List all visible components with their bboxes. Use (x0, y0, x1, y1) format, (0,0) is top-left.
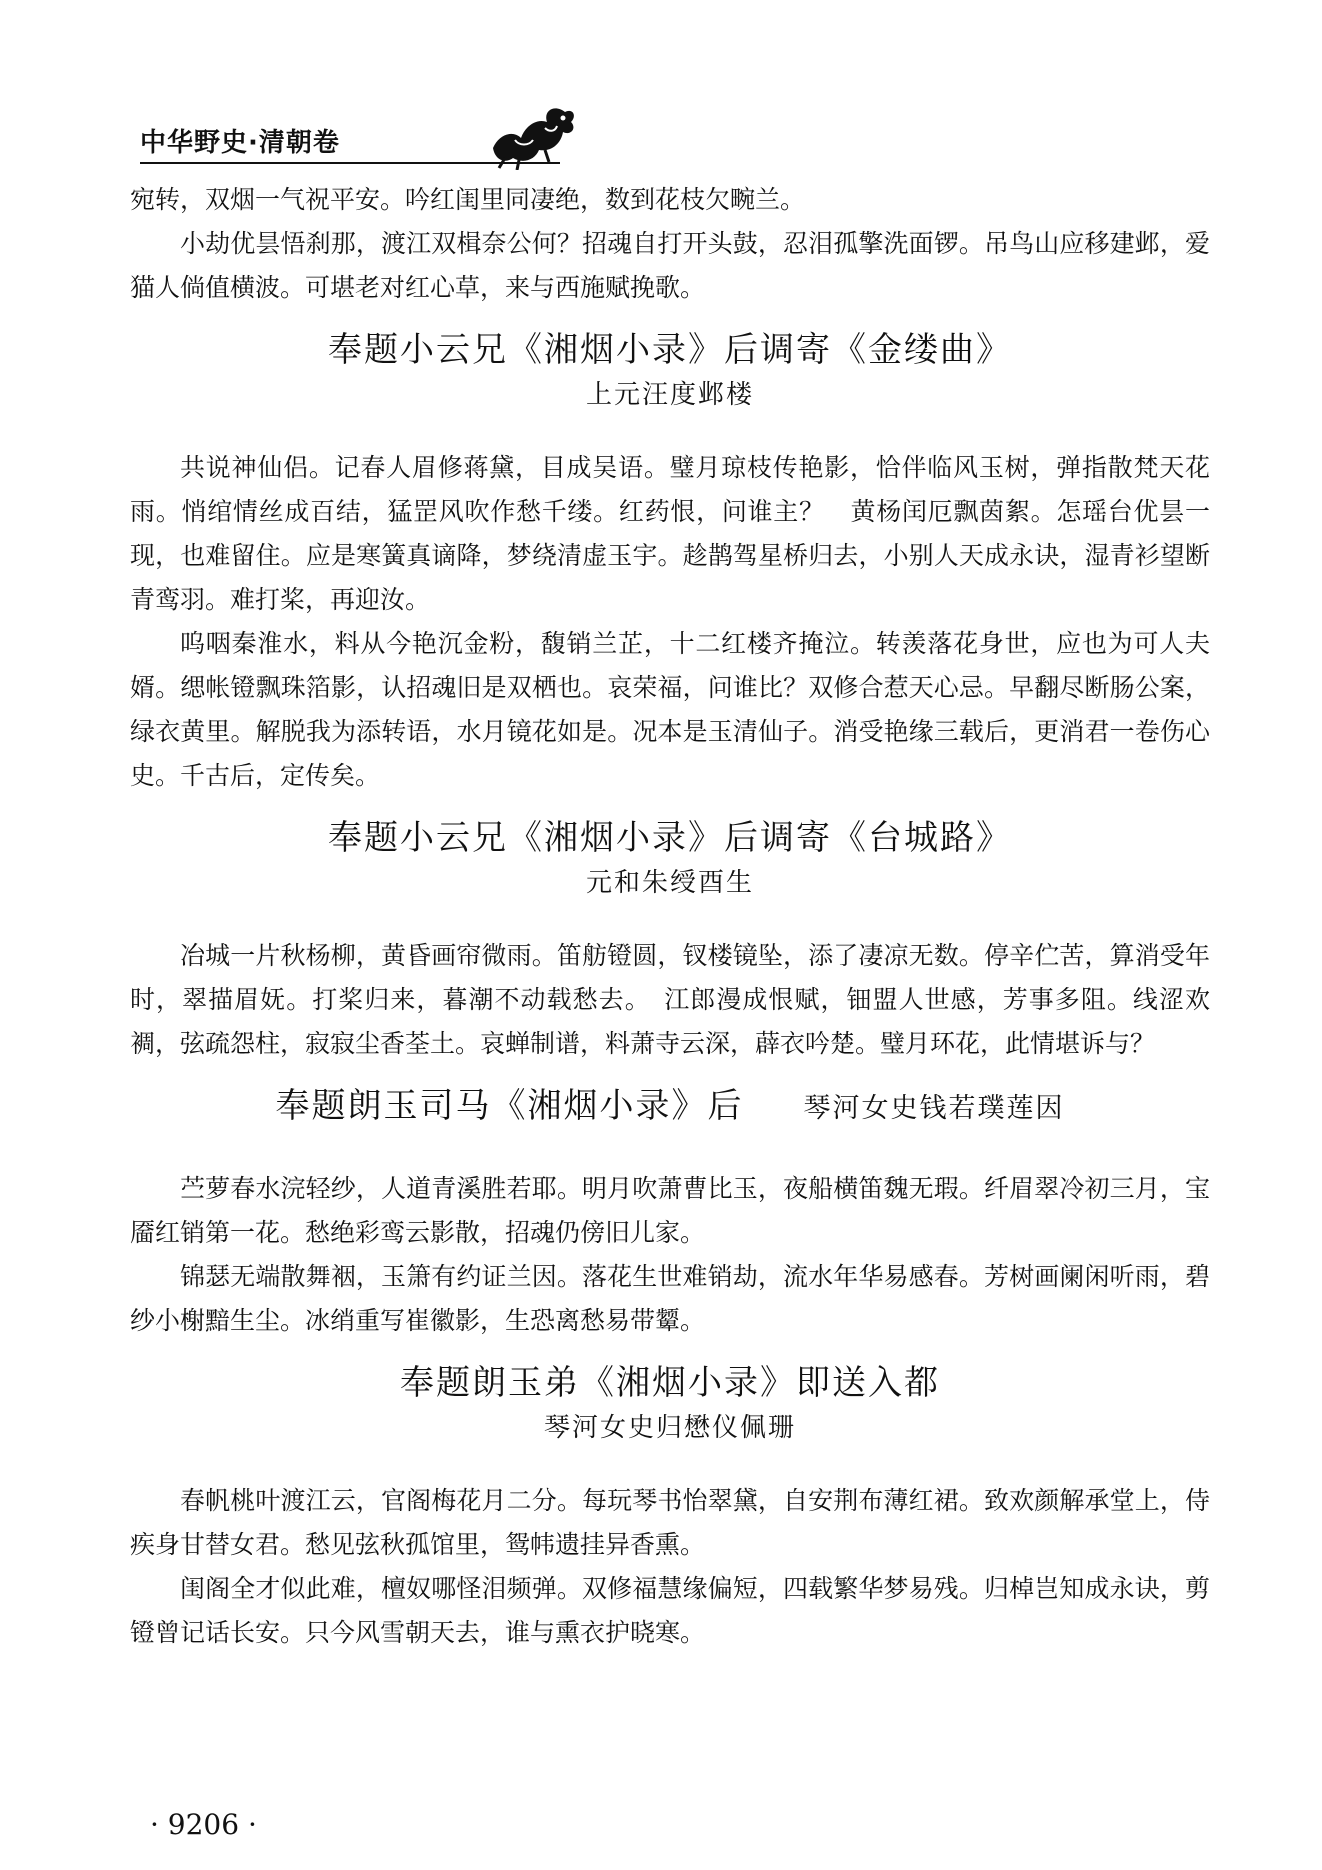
dragon-emblem-icon (485, 100, 580, 170)
poem-title-line (130, 1082, 1210, 1133)
paragraph: 呜咽秦淮水，料从今艳沉金粉，馥销兰芷，十二红楼齐掩泣。转羡落花身世，应也为可人夫婿。缌帐镫飘珠箔影，认招魂旧是双栖也。哀荣福，问谁比？双修合惹天心忌。早翻尽断肠公案，绿衣黄里。解脱我为添转语，水月镜花如是。况本是玉清仙子。消受艳缘三载后，更消君一卷伤心史。千古后，定传矣。 (130, 629, 1210, 790)
header-rule (140, 162, 560, 164)
paragraph: 共说神仙侣。记春人眉修蒋黛，目成吴语。璧月琼枝传艳影，恰伴临风玉树，弹指散梵天花雨。悄绾情丝成百结，猛罡风吹作愁千缕。红药恨，问谁主？ 黄杨闰厄飘茵絮。怎瑶台优昙一现，也难留住。应是寒簧真谪降，梦绕清虚玉宇。趁鹊驾星桥归去，小别人天成永诀，湿青衫望断青鸾羽。难打桨，再迎汝。 (130, 453, 1210, 614)
poem-author: 元和朱绶酉生 (585, 868, 754, 898)
running-header (140, 112, 1220, 162)
paragraph: 小劫优昙悟刹那，渡江双楫奈公何？招魂自打开头鼓，忍泪孤擎洗面锣。吊鸟山应移建邺，爱猫人倘值横波。可堪老对红心草，来与西施赋挽歌。 (130, 229, 1210, 302)
poem-author: 琴河女史钱若璞莲因 (803, 1093, 1065, 1124)
paragraph: 闺阁全才似此难，檀奴哪怪泪频弹。双修福慧缘偏短，四载繁华梦易残。归棹岂知成永诀，剪镫曾记话长安。只今风雪朝天去，谁与熏衣护晓寒。 (130, 1574, 1210, 1647)
page-body (130, 178, 1210, 1655)
poem-author: 上元汪度邺楼 (585, 380, 754, 410)
poem-title: 奉题小云兄《湘烟小录》后调寄《台城路》 (328, 818, 1012, 858)
paragraph: 宛转，双烟一气祝平安。吟红闺里同凄绝，数到花枝欠畹兰。 (130, 185, 806, 214)
book-title: 中华野史·清朝卷 (140, 128, 340, 158)
paragraph: 苎萝春水浣轻纱，人道青溪胜若耶。明月吹萧曹比玉，夜船横笛魏无瑕。纤眉翠冷初三月，宝靥红销第一花。愁绝彩鸾云影散，招魂仍傍旧儿家。 (130, 1174, 1210, 1247)
paragraph: 锦瑟无端散舞裀，玉箫有约证兰因。落花生世难销劫，流水年华易感春。芳树画阑闲听雨，碧纱小榭黯生尘。冰绡重写崔徽影，生恐离愁易带颦。 (130, 1262, 1210, 1335)
poem-title: 奉题朗玉司马《湘烟小录》后 (275, 1086, 744, 1126)
paragraph: 春帆桃叶渡江云，官阁梅花月二分。每玩琴书怡翠黛，自安荆布薄红裙。致欢颜解承堂上，侍疾身甘替女君。愁见弦秋孤馆里，鸳帏遗挂异香熏。 (130, 1486, 1210, 1559)
page-number: · 9206 · (150, 1808, 257, 1841)
poem-author: 琴河女史归懋仪佩珊 (543, 1413, 796, 1443)
paragraph: 冶城一片秋杨柳，黄昏画帘微雨。笛舫镫圆，钗楼镜坠，添了凄凉无数。停辛伫苦，算消受年时，翠描眉妩。打桨归来，暮潮不动载愁去。 江郎漫成恨赋，钿盟人世感，芳事多阻。线涩欢裯，弦疏怨柱，寂寂尘香荃土。哀蝉制谱，料萧寺云深，薜衣吟楚。璧月环花，此情堪诉与？ (130, 941, 1210, 1058)
poem-title: 奉题小云兄《湘烟小录》后调寄《金缕曲》 (328, 330, 1012, 370)
poem-title: 奉题朗玉弟《湘烟小录》即送入都 (400, 1363, 940, 1403)
